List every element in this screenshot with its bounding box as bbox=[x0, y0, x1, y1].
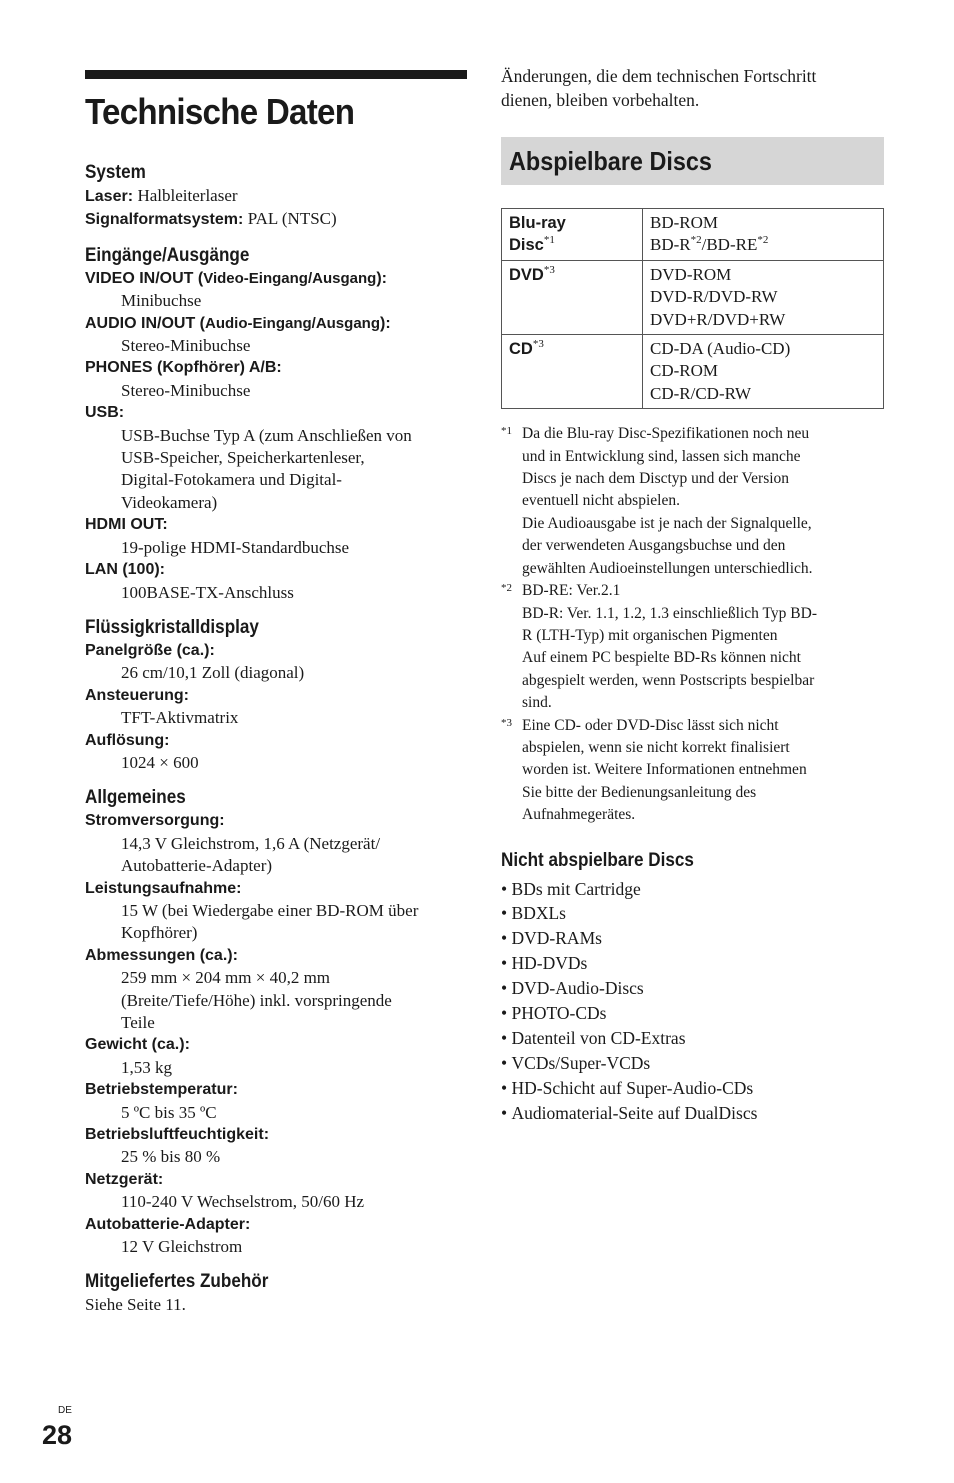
spec-term bbox=[85, 559, 467, 581]
spec-value-line: 259 mm × 204 mm × 40,2 mm bbox=[121, 968, 331, 988]
disc-type-label: Disc bbox=[509, 236, 544, 254]
footnote-line: Eine CD- oder DVD-Disc lässt sich nicht bbox=[522, 716, 779, 734]
spec-value: PAL (NTSC) bbox=[247, 209, 337, 229]
spec-section bbox=[85, 161, 467, 232]
footnote-line: der verwendeten Ausgangsbuchse und den bbox=[522, 537, 786, 555]
intro-line: dienen, bleiben vorbehalten. bbox=[501, 90, 700, 110]
spec-term-label: VIDEO IN/OUT ( bbox=[85, 269, 204, 287]
page-number: 28 bbox=[42, 1420, 73, 1450]
footnote-line: Aufnahmegerätes. bbox=[522, 806, 636, 824]
spec-term-label: USB: bbox=[85, 404, 125, 422]
list-item: • PHOTO-CDs bbox=[501, 1001, 884, 1026]
spec-term bbox=[85, 878, 467, 900]
list-item: • Audiomaterial-Seite auf DualDiscs bbox=[501, 1101, 884, 1126]
spec-term bbox=[85, 268, 467, 290]
right-column bbox=[501, 64, 884, 1126]
disc-format: BD-R bbox=[650, 235, 691, 255]
spec-term bbox=[85, 1214, 467, 1236]
spec-text: Siehe Seite 11. bbox=[85, 1295, 186, 1315]
spec-value-line: Stereo-Minibuchse bbox=[121, 336, 251, 356]
disc-row bbox=[502, 209, 884, 261]
spec-value: Halbleiterlaser bbox=[137, 186, 238, 205]
footnote-line: BD-R: Ver. 1.1, 1.2, 1.3 einschließlich Typ BD- bbox=[522, 604, 817, 622]
spec-value-line: Videokamera) bbox=[121, 492, 218, 512]
spec-term-label: PHONES (Kopfhörer) A/B: bbox=[85, 359, 282, 377]
spec-term bbox=[85, 730, 467, 752]
spec-term-end: ): bbox=[379, 314, 391, 332]
spec-value-line: Teile bbox=[121, 1013, 155, 1032]
footnote-line: gewählten Audioeinstellungen unterschiedlich. bbox=[522, 559, 813, 577]
disc-formats bbox=[643, 260, 884, 334]
spec-value-line: 12 V Gleichstrom bbox=[121, 1237, 243, 1257]
spec-term-sub: Video-Eingang/Ausgang bbox=[203, 269, 377, 287]
spec-term-label: Auflösung: bbox=[85, 731, 170, 749]
footnote-line: und in Entwicklung sind, lassen sich manche bbox=[522, 447, 801, 465]
spec-value-line: TFT-Aktivmatrix bbox=[121, 708, 239, 728]
spec-term bbox=[85, 208, 467, 231]
spec-value-line: 1024 × 600 bbox=[121, 752, 199, 772]
spec-section bbox=[85, 244, 467, 604]
footnote-line: Discs je nach dem Disctyp und der Version bbox=[522, 470, 790, 488]
spec-term-label: Gewicht (ca.): bbox=[85, 1036, 190, 1054]
spec-term-label: LAN (100): bbox=[85, 561, 166, 579]
spec-term-label: Panelgröße (ca.): bbox=[85, 641, 215, 659]
spec-value-line: 26 cm/10,1 Zoll (diagonal) bbox=[121, 663, 305, 683]
list-item: • BDs mit Cartridge bbox=[501, 877, 884, 902]
spec-term-label: Autobatterie-Adapter: bbox=[85, 1215, 251, 1233]
footnote-line: abspielen, wenn sie nicht korrekt finalisiert bbox=[522, 738, 790, 756]
footnote-mark: *3 bbox=[501, 716, 512, 729]
spec-term-label: AUDIO IN/OUT ( bbox=[85, 314, 205, 332]
footnote-line: sind. bbox=[522, 694, 552, 712]
spec-term bbox=[85, 1034, 467, 1056]
spec-value-line: USB-Speicher, Speicherkartenleser, bbox=[121, 448, 365, 468]
disc-type-label: DVD bbox=[509, 265, 544, 284]
playable-discs-heading: Abspielbare Discs bbox=[501, 137, 884, 185]
spec-term-label: Signalformatsystem: bbox=[85, 211, 244, 229]
section-heading: Mitgeliefertes Zubehör bbox=[85, 1271, 269, 1293]
spec-value-line: 19-polige HDMI-Standardbuchse bbox=[121, 537, 350, 557]
spec-term bbox=[85, 514, 467, 536]
spec-value-line: Autobatterie-Adapter) bbox=[121, 856, 273, 876]
spec-value-line: Stereo-Minibuchse bbox=[121, 380, 251, 400]
footnote bbox=[501, 580, 884, 714]
list-item: • HD-DVDs bbox=[501, 951, 884, 976]
spec-term-label: HDMI OUT: bbox=[85, 516, 168, 534]
disc-type bbox=[502, 260, 643, 334]
intro-line: Änderungen, die dem technischen Fortschritt bbox=[501, 66, 817, 86]
list-item: • VCDs/Super-VCDs bbox=[501, 1051, 884, 1076]
disc-type-label: CD bbox=[509, 340, 533, 359]
spec-term bbox=[85, 357, 467, 379]
spec-term bbox=[85, 685, 467, 707]
spec-value-line: Minibuchse bbox=[121, 291, 202, 311]
spec-term-label: Leistungsaufnahme: bbox=[85, 879, 242, 897]
footnote bbox=[501, 715, 884, 827]
spec-section bbox=[85, 786, 467, 1258]
spec-term bbox=[85, 185, 467, 208]
page-title: Technische Daten bbox=[85, 91, 355, 132]
spec-value-line: Digital-Fotokamera und Digital- bbox=[121, 470, 342, 490]
spec-value-line: Kopfhörer) bbox=[121, 923, 198, 943]
non-playable-heading: Nicht abspielbare Discs bbox=[501, 849, 694, 871]
spec-value-line: 25 % bis 80 % bbox=[121, 1147, 221, 1167]
spec-value-line: 1,53 kg bbox=[121, 1057, 172, 1077]
disc-row bbox=[502, 335, 884, 409]
spec-value-line: 15 W (bei Wiedergabe einer BD-ROM über bbox=[121, 900, 419, 920]
spec-value-line: 100BASE-TX-Anschluss bbox=[121, 582, 294, 602]
footnote-ref: *3 bbox=[543, 263, 555, 276]
disc-format-line: DVD-ROM bbox=[650, 264, 732, 284]
footnote-line: Auf einem PC bespielte BD-Rs können nicht bbox=[522, 649, 801, 667]
spec-sections bbox=[85, 161, 467, 1317]
language-code: DE bbox=[58, 1405, 72, 1416]
left-column bbox=[85, 70, 467, 1329]
list-item: • DVD-Audio-Discs bbox=[501, 976, 884, 1001]
disc-formats bbox=[643, 209, 884, 261]
non-playable-list bbox=[501, 877, 884, 1126]
footnote-ref: *2 bbox=[690, 234, 702, 247]
footnote-line: BD-RE: Ver.2.1 bbox=[522, 582, 621, 600]
disc-format-line: CD-DA (Audio-CD) bbox=[650, 339, 791, 359]
disc-format-line: CD-ROM bbox=[650, 361, 719, 381]
intro-text bbox=[501, 64, 884, 112]
disc-row bbox=[502, 260, 884, 334]
footnote-line: Da die Blu-ray Disc-Spezifikationen noch neu bbox=[522, 425, 810, 443]
spec-term bbox=[85, 313, 467, 335]
disc-type bbox=[502, 335, 643, 409]
spec-term-label: Netzgerät: bbox=[85, 1170, 164, 1188]
footnote-line: Die Audioausgabe ist je nach der Signalquelle, bbox=[522, 514, 812, 532]
disc-format-line: DVD-R/DVD-RW bbox=[650, 287, 778, 307]
spec-term bbox=[85, 1169, 467, 1191]
section-heading: Eingänge/Ausgänge bbox=[85, 244, 250, 266]
list-item: • Datenteil von CD-Extras bbox=[501, 1026, 884, 1051]
list-item: • DVD-RAMs bbox=[501, 926, 884, 951]
spec-term-end: ): bbox=[376, 269, 387, 287]
footnote-line: R (LTH-Typ) mit organischen Pigmenten bbox=[522, 626, 778, 644]
disc-format: /BD-RE bbox=[701, 235, 758, 255]
footnote-line: Sie bitte der Bedienungsanleitung des bbox=[522, 783, 757, 801]
spec-value-line: 5 ºC bis 35 ºC bbox=[121, 1102, 217, 1122]
disc-format-line bbox=[650, 234, 876, 256]
spec-term-label: Abmessungen (ca.): bbox=[85, 946, 238, 964]
footnote-ref: *2 bbox=[757, 234, 769, 247]
spec-term-label: Betriebsluftfeuchtigkeit: bbox=[85, 1126, 270, 1144]
disc-format-line: BD-ROM bbox=[650, 213, 719, 232]
footnote-mark: *2 bbox=[501, 582, 512, 595]
spec-value-line: USB-Buchse Typ A (zum Anschließen von bbox=[121, 425, 412, 445]
disc-formats bbox=[643, 335, 884, 409]
footnote-line: abgespielt werden, wenn Postscripts bespielbar bbox=[522, 671, 815, 689]
spec-term-label: Ansteuerung: bbox=[85, 686, 189, 704]
footnote-ref: *3 bbox=[532, 338, 544, 351]
section-heading: Allgemeines bbox=[85, 787, 186, 809]
spec-term-label: Stromversorgung: bbox=[85, 812, 225, 830]
footnotes bbox=[501, 423, 884, 826]
list-item: • BDXLs bbox=[501, 901, 884, 926]
spec-section bbox=[85, 616, 467, 774]
spec-term bbox=[85, 1079, 467, 1101]
section-heading: System bbox=[85, 162, 146, 183]
list-item: • HD-Schicht auf Super-Audio-CDs bbox=[501, 1076, 884, 1101]
spec-term bbox=[85, 640, 467, 662]
spec-value-line: (Breite/Tiefe/Höhe) inkl. vorspringende bbox=[121, 990, 392, 1010]
disc-format-line: CD-R/CD-RW bbox=[650, 383, 752, 403]
spec-term-label: Laser: bbox=[85, 188, 134, 205]
spec-term bbox=[85, 402, 467, 424]
spec-term-sub: Audio-Eingang/Ausgang bbox=[205, 314, 380, 332]
footnote-line: worden ist. Weitere Informationen entnehmen bbox=[522, 761, 807, 779]
disc-type-label: Blu-ray bbox=[509, 214, 566, 232]
section-heading: Flüssigkristalldisplay bbox=[85, 616, 259, 638]
spec-term-label: Betriebstemperatur: bbox=[85, 1081, 238, 1099]
title-rule bbox=[85, 70, 467, 79]
spec-term bbox=[85, 810, 467, 832]
disc-table bbox=[501, 208, 884, 409]
footnote bbox=[501, 423, 884, 580]
disc-type bbox=[502, 209, 643, 261]
footnote-ref: *1 bbox=[543, 234, 555, 246]
footnote-mark: *1 bbox=[501, 425, 512, 438]
spec-term bbox=[85, 945, 467, 967]
spec-value-line: 14,3 V Gleichstrom, 1,6 A (Netzgerät/ bbox=[121, 833, 381, 853]
spec-value-line: 110-240 V Wechselstrom, 50/60 Hz bbox=[121, 1192, 365, 1212]
disc-format-line: DVD+R/DVD+RW bbox=[650, 309, 786, 329]
footnote-line: eventuell nicht abspielen. bbox=[522, 492, 680, 510]
spec-term bbox=[85, 1124, 467, 1146]
spec-section bbox=[85, 1270, 467, 1316]
